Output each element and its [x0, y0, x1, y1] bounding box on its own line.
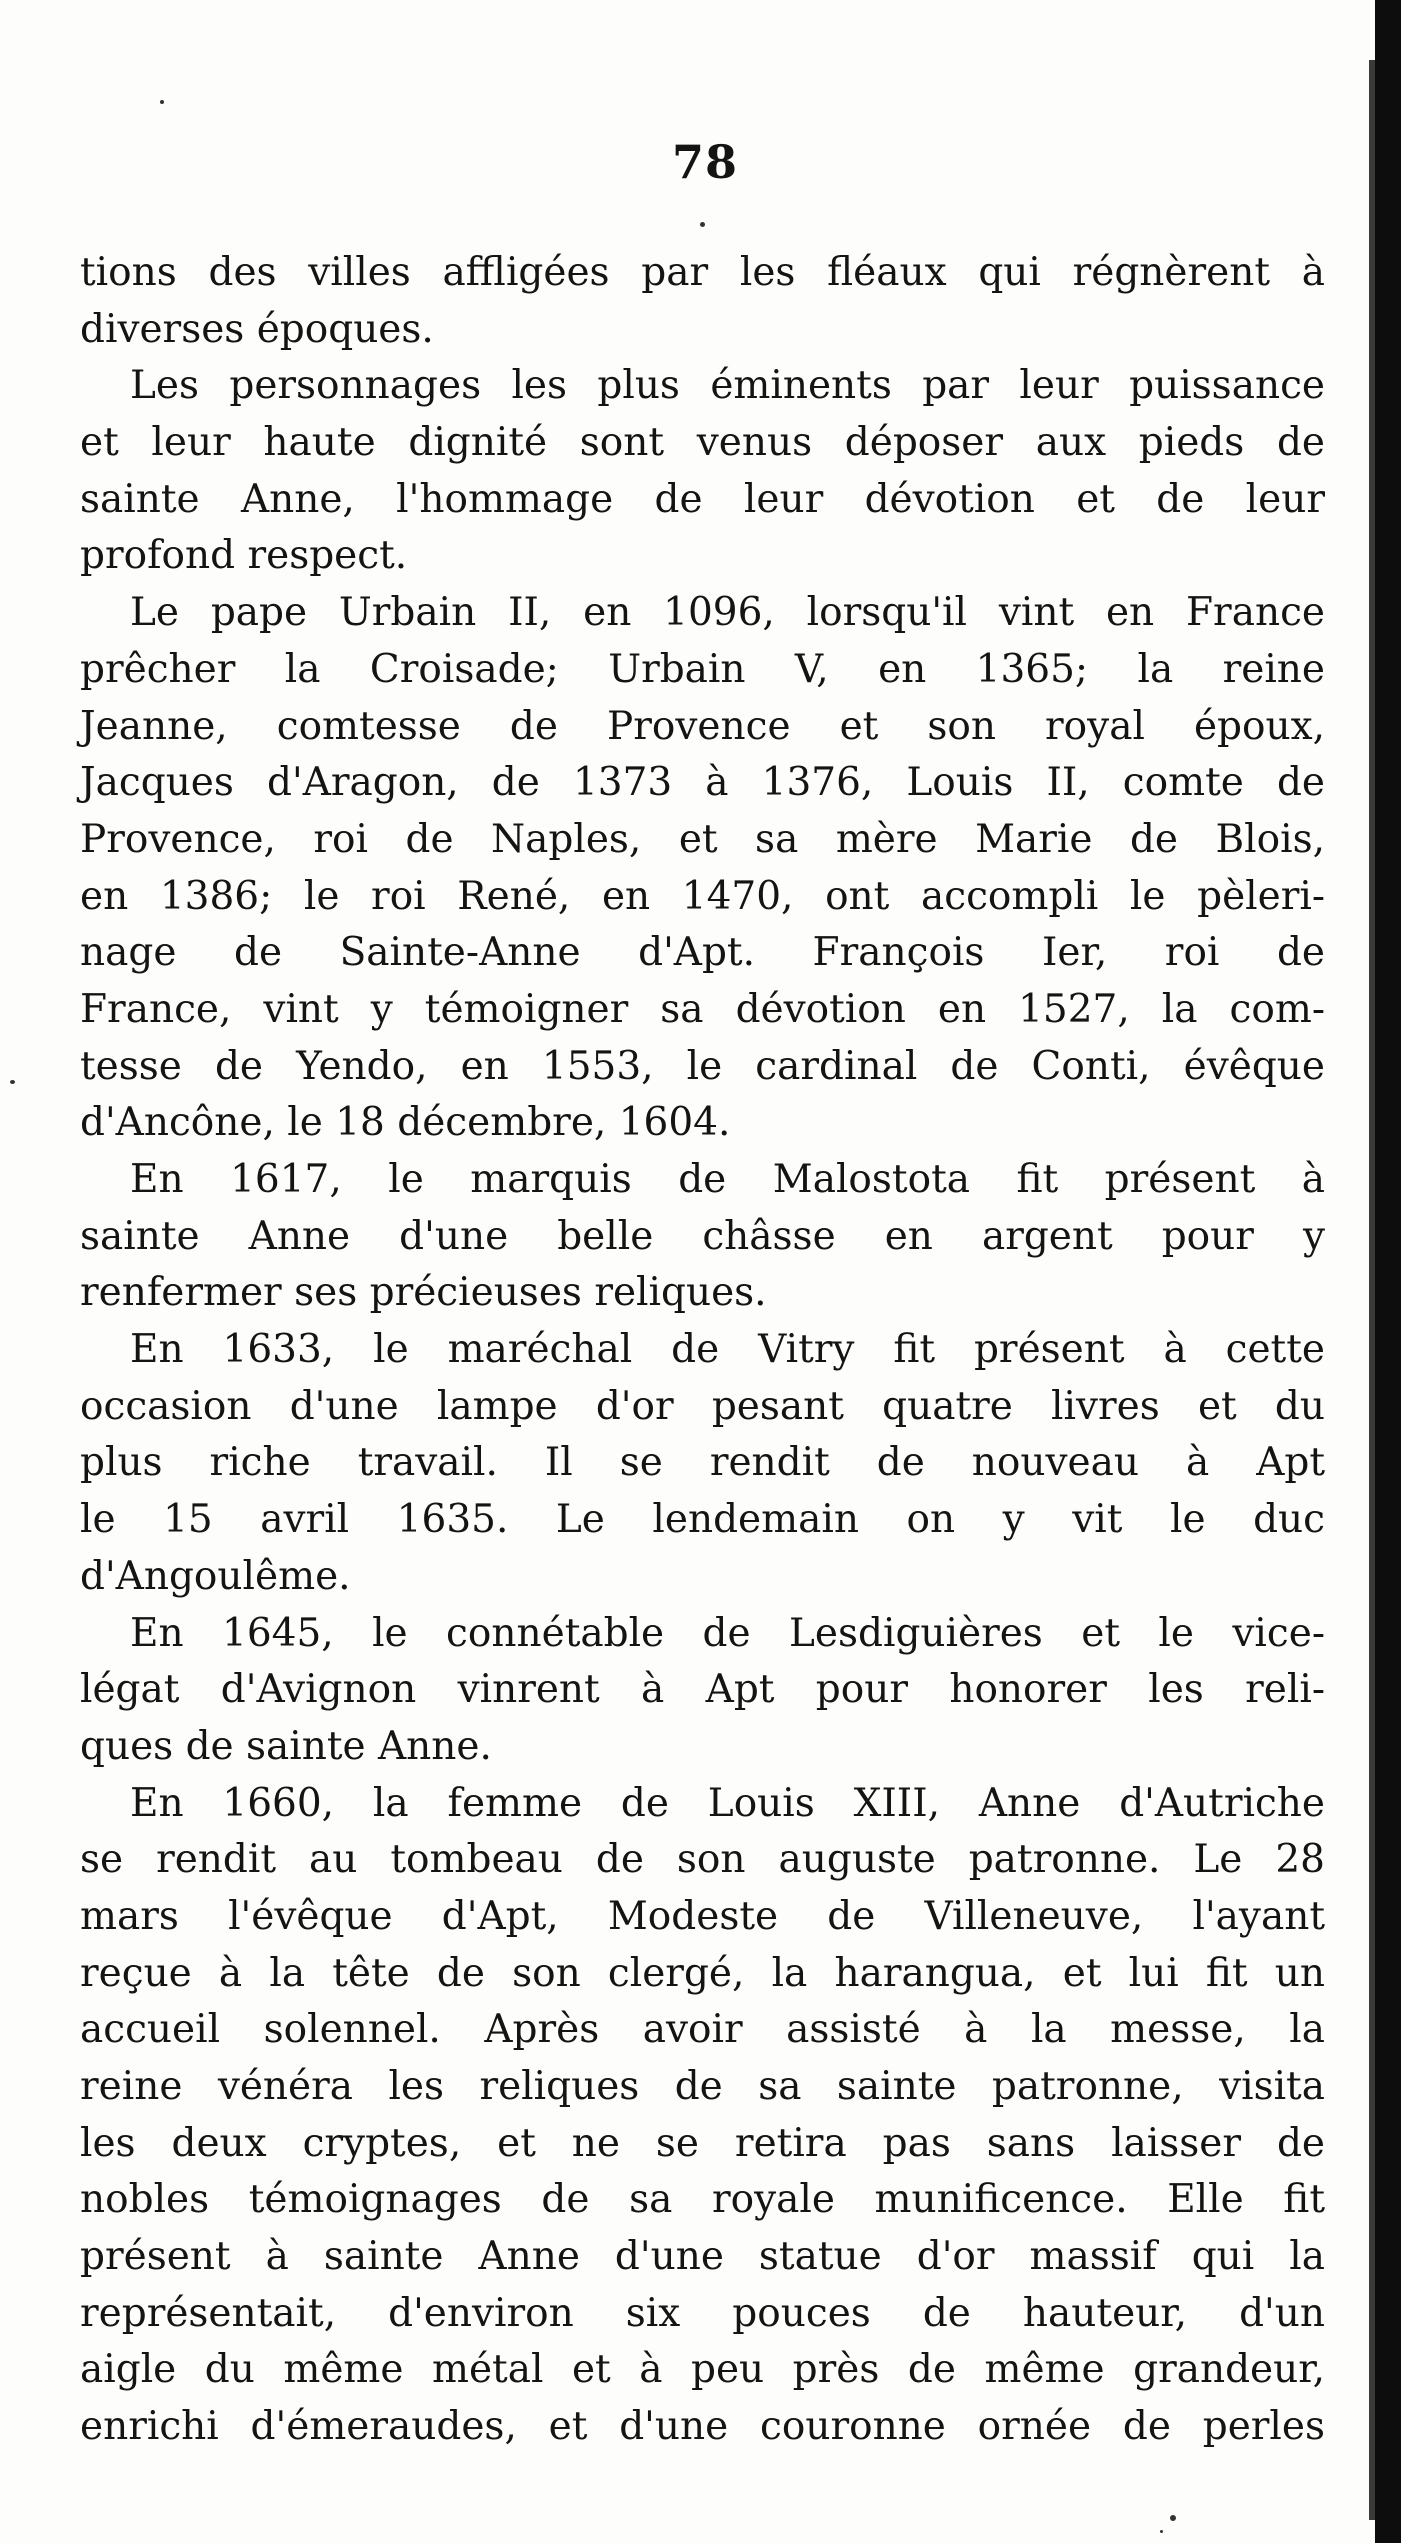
text-line: En 1645, le connétable de Lesdiguières et le vice-: [130, 1610, 1325, 1656]
ink-speck: [700, 222, 705, 227]
text-line: se rendit au tombeau de son auguste patronne. Le 28: [80, 1837, 1325, 1883]
text-line: aigle du même métal et à peu près de même grandeur,: [80, 2347, 1325, 2393]
text-line: prêcher la Croisade; Urbain V, en 1365; la reine: [80, 646, 1325, 692]
ink-speck: [160, 100, 164, 104]
text-line: sainte Anne d'une belle châsse en argent pour y: [80, 1213, 1325, 1259]
text-line: d'Angoulême.: [80, 1553, 351, 1599]
ink-speck: [10, 1080, 15, 1084]
text-line: France, vint y témoigner sa dévotion en 1527, la com-: [80, 986, 1325, 1032]
text-line: mars l'évêque d'Apt, Modeste de Villeneuve, l'ayant: [80, 1893, 1325, 1939]
text-line: En 1617, le marquis de Malostota fit présent à: [130, 1157, 1325, 1202]
text-line: en 1386; le roi René, en 1470, ont accompli le pèleri-: [80, 873, 1325, 919]
text-line: reçue à la tête de son clergé, la harangua, et lui fit un: [80, 1950, 1325, 1996]
text-line: d'Ancône, le 18 décembre, 1604.: [80, 1100, 731, 1146]
text-line: et leur haute dignité sont venus déposer aux pieds de: [80, 420, 1325, 466]
text-line: Le pape Urbain II, en 1096, lorsqu'il vint en France: [130, 590, 1325, 636]
text-line: Les personnages les plus éminents par leur puissance: [130, 363, 1325, 409]
page-edge-inner-shadow: [1369, 60, 1375, 2520]
text-line: reine vénéra les reliques de sa sainte patronne, visita: [80, 2064, 1325, 2109]
text-line: Provence, roi de Naples, et sa mère Marie de Blois,: [80, 816, 1325, 862]
text-line: accueil solennel. Après avoir assisté à la messe, la: [80, 2007, 1325, 2053]
text-line: Jacques d'Aragon, de 1373 à 1376, Louis II, comte de: [80, 760, 1325, 806]
text-line: enrichi d'émeraudes, et d'une couronne ornée de perles: [80, 2404, 1325, 2450]
text-line: renfermer ses précieuses reliques.: [80, 1270, 767, 1316]
text-line: sainte Anne, l'hommage de leur dévotion et de leur: [80, 476, 1325, 522]
text-line: Jeanne, comtesse de Provence et son royal époux,: [80, 703, 1325, 749]
text-line: représentait, d'environ six pouces de hauteur, d'un: [80, 2290, 1325, 2336]
text-line: nage de Sainte-Anne d'Apt. François Ier, roi de: [80, 930, 1325, 976]
text-line: profond respect.: [80, 533, 408, 579]
text-line: les deux cryptes, et ne se retira pas sans laisser de: [80, 2120, 1325, 2166]
text-line: présent à sainte Anne d'une statue d'or massif qui la: [80, 2234, 1325, 2280]
page-number: 78: [671, 135, 738, 189]
text-line: ques de sainte Anne.: [80, 1723, 492, 1769]
text-line: légat d'Avignon vinrent à Apt pour honorer les reli-: [80, 1667, 1325, 1713]
text-line: occasion d'une lampe d'or pesant quatre livres et du: [80, 1383, 1325, 1429]
text-line: le 15 avril 1635. Le lendemain on y vit le duc: [80, 1497, 1325, 1543]
text-line: plus riche travail. Il se rendit de nouveau à Apt: [80, 1440, 1325, 1486]
text-line: tions des villes affligées par les fléaux qui régnèrent à: [80, 250, 1325, 295]
page-edge-shadow: [1375, 0, 1401, 2543]
text-line: diverses époques.: [80, 306, 434, 352]
text-line: tesse de Yendo, en 1553, le cardinal de Conti, évêque: [80, 1043, 1325, 1089]
text-line: En 1633, le maréchal de Vitry fit présent à cette: [130, 1327, 1325, 1373]
body-text: [80, 245, 1325, 2456]
text-line: En 1660, la femme de Louis XIII, Anne d'Autriche: [130, 1780, 1325, 1826]
text-line: nobles témoignages de sa royale munificence. Elle fit: [80, 2177, 1325, 2223]
ink-speck: [1160, 2530, 1163, 2533]
ink-speck: [1170, 2515, 1176, 2521]
